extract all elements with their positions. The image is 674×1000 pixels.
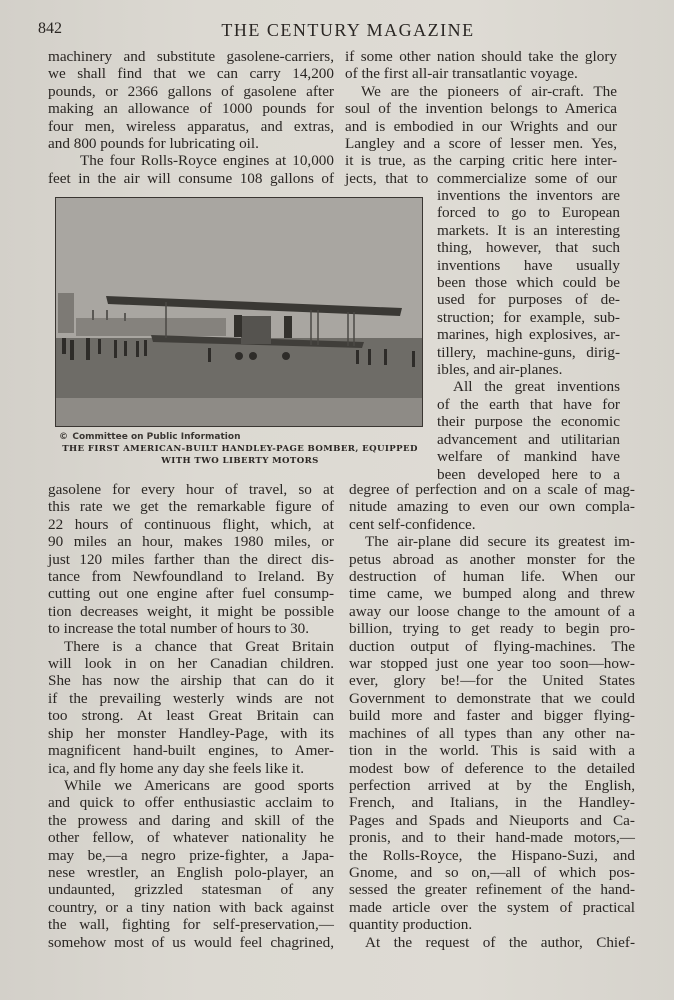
text-line: advancement and utilitarian xyxy=(437,430,620,448)
text-line: marines, high explosives, ar- xyxy=(437,326,620,344)
text-line: just 120 miles farther than the direct dis- xyxy=(48,550,334,568)
text-line: cutting out one engine after fuel consump- xyxy=(48,585,334,603)
text-line: ibles, and air-planes. xyxy=(437,361,563,379)
text-line: other fellow, of whatever nationality he xyxy=(48,829,334,847)
text-line: been those which could be xyxy=(437,274,620,292)
text-line: the Rolls-Royce, the Hispano-Suzi, and xyxy=(349,846,635,864)
text-line: four men, wireless apparatus, and extras, xyxy=(48,117,334,135)
text-line: Pages and Spads and Nieuports and Ca- xyxy=(349,811,635,829)
text-line: We are the pioneers of air-craft. The xyxy=(361,82,617,100)
text-line: machinery and substitute gasolene-carriers, xyxy=(48,48,334,65)
text-line: inventions have usually xyxy=(437,256,620,274)
running-head: THE CENTURY MAGAZINE xyxy=(221,20,475,40)
text-line: modest bow of deference to the detailed xyxy=(349,759,635,777)
text-line: been developed here to a xyxy=(437,465,620,483)
text-line: While we Americans are good sports xyxy=(64,776,334,794)
text-line: welfare of mankind have xyxy=(437,448,620,466)
text-line: pronis, and to their hand-made motors,— xyxy=(349,829,635,847)
text-line: quantity production. xyxy=(349,916,473,934)
text-line: 22 hours of continuous flight, which, at xyxy=(48,515,334,533)
text-line: tion decreases weight, it might be possible xyxy=(48,602,334,620)
text-line: struction; for example, sub- xyxy=(437,308,620,326)
text-line: country, or a tiny nation with back against xyxy=(48,898,334,916)
column-1-bottom xyxy=(48,481,334,951)
text-line: it is true, as the carping critic here inter- xyxy=(345,152,617,170)
text-line: Langley and a score of lesser men. Yes, xyxy=(345,135,617,153)
text-line: She has now the airship that can do it xyxy=(48,672,334,690)
text-line: and quick to offer enthusiastic acclaim to xyxy=(48,794,334,812)
text-line: somehow most of us would feel chagrined, xyxy=(48,933,334,951)
text-line: made article over the system of practical xyxy=(349,898,635,916)
text-line: this rate we get the remarkable figure of xyxy=(48,498,334,516)
text-line: Government to demonstrate that we could xyxy=(349,689,635,707)
credit-text: Committee on Public Information xyxy=(72,432,241,442)
text-line: we shall find that we can carry 14,200 xyxy=(48,65,334,83)
text-line: too strong. At least Great Britain can xyxy=(48,707,334,725)
text-line: magnificent hand-built engines, to Amer- xyxy=(48,742,334,760)
text-line: destruction of human life. When our xyxy=(349,568,635,586)
text-line: nese wrestler, an English polo-player, an xyxy=(48,863,334,881)
text-line: if the prevailing westerly winds are not xyxy=(48,689,334,707)
text-line: will look in on her Canadian children. xyxy=(48,655,334,673)
text-line: tillery, machine-guns, dirig- xyxy=(437,343,620,361)
text-line: sessed the greater refinement of the hand- xyxy=(349,881,635,899)
column-2-bottom xyxy=(349,481,635,951)
text-line: feet in the air will consume 108 gallons of xyxy=(48,169,334,187)
text-line: The four Rolls-Royce engines at 10,000 xyxy=(80,152,334,170)
text-line: gasolene for every hour of travel, so at xyxy=(48,481,334,498)
text-line: pounds, or 2366 gallons of gasolene after xyxy=(48,82,334,100)
biplane-photo xyxy=(55,197,423,427)
text-line: petus abroad as another monster for the xyxy=(349,550,635,568)
text-line: inventions the inventors are xyxy=(437,187,620,204)
text-line: 90 miles an hour, makes 1980 miles, or xyxy=(48,533,334,551)
text-line: cent self-confidence. xyxy=(349,515,476,533)
text-line: making an allowance of 1000 pounds for xyxy=(48,100,334,118)
text-line: and is embodied in our Wrights and our xyxy=(345,117,617,135)
text-line: undaunted, grizzled statesman of any xyxy=(48,881,334,899)
text-line: At the request of the author, Chief- xyxy=(365,933,635,951)
text-line: away our loose change to the amount of a xyxy=(349,602,635,620)
text-line: French, and Italians, in the Handley- xyxy=(349,794,635,812)
figure-photo xyxy=(55,197,425,427)
text-line: war stopped just one year too soon—how- xyxy=(349,655,635,673)
text-line: nitude amazing to even our own compla- xyxy=(349,498,635,516)
text-line: of the first all-air transatlantic voyage. xyxy=(345,65,578,83)
text-line: their purpose the economic xyxy=(437,413,620,431)
text-line: tance from Newfoundland to Ireland. By xyxy=(48,568,334,586)
text-line: Gnome, and so on,—all of which pos- xyxy=(349,863,635,881)
text-line: used for purposes of de- xyxy=(437,291,620,309)
text-line: All the great inventions xyxy=(453,378,620,396)
text-line: duction output of flying-machines. The xyxy=(349,637,635,655)
page-number: 842 xyxy=(38,20,62,37)
text-line: time came, we bumped along and threw xyxy=(349,585,635,603)
text-line: tion in the world. This is said with a xyxy=(349,742,635,760)
text-line: billion, trying to get ready to begin pro- xyxy=(349,620,635,638)
text-line: machines of all types than any other na- xyxy=(349,724,635,742)
caption-line-1: THE FIRST AMERICAN-BUILT HANDLEY-PAGE BOMBER, EQUIPPED xyxy=(62,444,418,454)
text-line: may be,—a negro prize-fighter, a Japa- xyxy=(48,846,334,864)
caption-line-2: WITH TWO LIBERTY MOTORS xyxy=(161,456,319,466)
text-line: the prowess and daring and skill of the xyxy=(48,811,334,829)
text-line: if some other nation should take the glory xyxy=(345,48,617,65)
text-line: ica, and fly home any day she feels like it. xyxy=(48,759,304,777)
text-line: The air-plane did secure its greatest im- xyxy=(365,533,635,551)
text-line: markets. It is an interesting xyxy=(437,221,620,239)
text-line: of the earth that have for xyxy=(437,395,620,413)
text-line: forced to go to European xyxy=(437,204,620,222)
text-line: perfection arrived at by the English, xyxy=(349,776,635,794)
text-line: soul of the invention belongs to America xyxy=(345,100,617,118)
column-2-narrow xyxy=(437,187,620,483)
text-line: There is a chance that Great Britain xyxy=(64,637,334,655)
copyright-icon: © xyxy=(59,432,68,442)
text-line: ever, glory be!—for the United States xyxy=(349,672,635,690)
text-line: to increase the total number of hours to 30. xyxy=(48,620,310,638)
page-header xyxy=(38,20,658,46)
column-2-top xyxy=(345,48,617,187)
column-1-top xyxy=(48,48,334,187)
figure-caption xyxy=(55,431,425,467)
text-line: jects, that to commercialize some of our xyxy=(345,169,617,187)
biplane-illustration xyxy=(56,198,423,427)
text-line: the wall, fighting for self-preservation,— xyxy=(48,916,334,934)
text-line: ship her monster Handley-Page, with its xyxy=(48,724,334,742)
text-line: build more and faster and bigger flying- xyxy=(349,707,635,725)
text-line: thing, however, that such xyxy=(437,239,620,257)
text-line: degree of perfection and on a scale of mag- xyxy=(349,481,635,498)
photo-credit xyxy=(55,431,425,443)
text-line: and 800 pounds for lubricating oil. xyxy=(48,135,259,153)
